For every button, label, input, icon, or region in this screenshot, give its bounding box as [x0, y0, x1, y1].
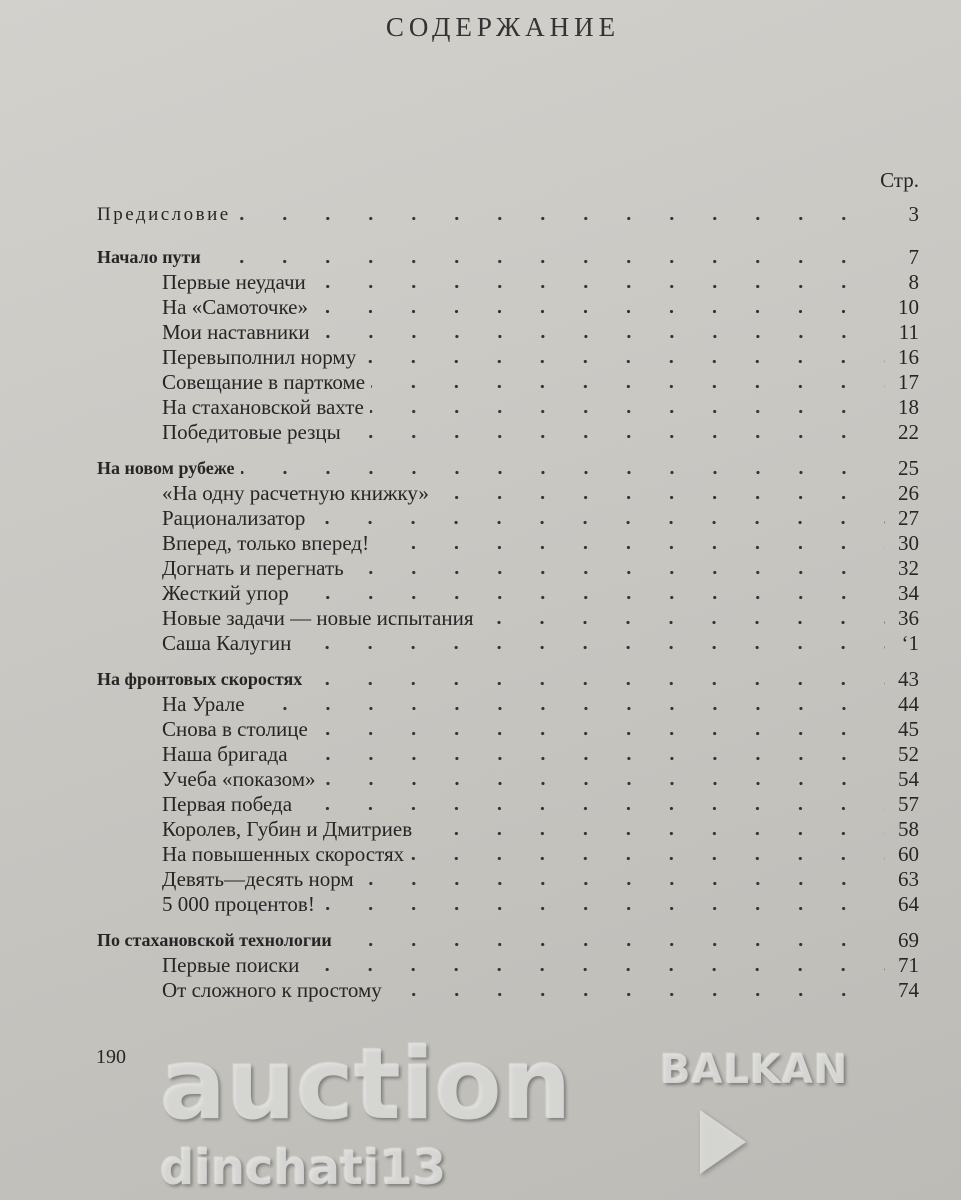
toc-section-heading — [97, 667, 919, 692]
toc-section-heading — [97, 456, 919, 481]
dot-leader — [311, 506, 885, 531]
dot-leader — [388, 978, 885, 1003]
toc-entry — [97, 631, 919, 656]
toc-entry — [97, 717, 919, 742]
toc-entry-label: Снова в столице — [162, 717, 308, 741]
dot-leader — [338, 928, 885, 953]
toc-entry — [97, 395, 919, 420]
dot-leader — [418, 817, 885, 842]
toc-entry-page: 45 — [898, 717, 919, 741]
toc-entry — [97, 953, 919, 978]
watermark-play-icon — [700, 1110, 746, 1174]
toc-entry — [97, 531, 919, 556]
section-gap — [97, 917, 919, 928]
toc-section-heading — [97, 245, 919, 270]
toc-entry-page: 54 — [898, 767, 919, 791]
toc-entry-label: Первая победа — [162, 792, 293, 816]
toc-entry-label: Наша бригада — [162, 742, 288, 766]
toc-entry-page: 44 — [898, 692, 919, 716]
toc-entry-label: Начало пути — [97, 247, 201, 267]
section-gap — [97, 445, 919, 456]
dot-leader — [321, 892, 885, 917]
toc-entry-label: На повышенных скоростях — [162, 842, 405, 866]
toc-entry — [97, 692, 919, 717]
toc-entry-page: 7 — [908, 245, 919, 269]
dot-leader — [360, 867, 885, 892]
toc-entry-page: 58 — [898, 817, 919, 841]
toc-entry-page: 25 — [898, 456, 919, 480]
toc-entry-label: На стахановской вахте — [162, 395, 364, 419]
toc-entry-page: ‘1 — [901, 631, 919, 655]
toc-entry-label: Рационализатор — [162, 506, 306, 530]
toc-entry — [97, 320, 919, 345]
toc-entry-label: На новом рубеже — [97, 458, 235, 478]
toc-entry-page: 3 — [908, 202, 919, 226]
toc-entry — [97, 581, 919, 606]
dot-leader — [298, 792, 885, 817]
toc-entry-label: Мои наставники — [162, 320, 310, 344]
toc-entry — [97, 867, 919, 892]
dot-leader — [370, 395, 885, 420]
toc-entry-page: 8 — [908, 270, 919, 294]
toc-entry-page: 52 — [898, 742, 919, 766]
table-of-contents — [97, 202, 919, 1003]
toc-entry-label: Догнать и перегнать — [162, 556, 344, 580]
toc-entry-page: 26 — [898, 481, 919, 505]
toc-entry-label: Перевыполнил норму — [162, 345, 357, 369]
toc-entry — [97, 370, 919, 395]
dot-leader — [375, 531, 885, 556]
dot-leader — [297, 631, 885, 656]
toc-entry-label: Победитовые резцы — [162, 420, 341, 444]
toc-entry-page: 22 — [898, 420, 919, 444]
dot-leader — [314, 717, 885, 742]
page-number: 190 — [96, 1046, 126, 1068]
page-title: СОДЕРЖАНИЕ — [385, 12, 621, 42]
toc-entry-label: Предисловие — [97, 204, 231, 225]
toc-entry — [97, 270, 919, 295]
toc-entry-page: 10 — [898, 295, 919, 319]
section-gap — [97, 656, 919, 667]
toc-entry — [97, 817, 919, 842]
toc-entry — [97, 556, 919, 581]
toc-entry-label: Первые поиски — [162, 953, 300, 977]
toc-entry — [97, 606, 919, 631]
toc-entry-page: 16 — [898, 345, 919, 369]
toc-entry-label: Учеба «показом» — [162, 767, 316, 791]
toc-entry-label: Королев, Губин и Дмитриев — [162, 817, 413, 841]
dot-leader — [207, 245, 885, 270]
toc-entry-page: 60 — [898, 842, 919, 866]
dot-leader — [312, 270, 885, 295]
toc-entry — [97, 481, 919, 506]
dot-leader — [308, 667, 885, 692]
toc-entry-page: 43 — [898, 667, 919, 691]
toc-entry-label: На «Самоточке» — [162, 295, 308, 319]
dot-leader — [350, 556, 885, 581]
toc-entry — [97, 767, 919, 792]
toc-entry-page: 74 — [898, 978, 919, 1002]
watermark-user: dinchati13 — [160, 1140, 447, 1196]
toc-entry — [97, 978, 919, 1003]
dot-leader — [237, 202, 885, 227]
toc-entry-page: 27 — [898, 506, 919, 530]
dot-leader — [316, 320, 885, 345]
toc-entry-label: На фронтовых скоростях — [97, 669, 303, 689]
toc-entry-label: 5 000 процентов! — [162, 892, 315, 916]
section-gap — [97, 227, 919, 245]
dot-leader — [347, 420, 885, 445]
toc-entry-page: 63 — [898, 867, 919, 891]
toc-entry-page: 11 — [898, 320, 919, 344]
toc-entry-page: 69 — [898, 928, 919, 952]
dot-leader — [251, 692, 885, 717]
toc-section-heading — [97, 928, 919, 953]
dot-leader — [305, 953, 885, 978]
toc-entry — [97, 420, 919, 445]
page-column-label: Стр. — [880, 168, 919, 192]
dot-leader — [314, 295, 885, 320]
toc-entry-page: 64 — [898, 892, 919, 916]
toc-entry-page: 57 — [898, 792, 919, 816]
toc-entry — [97, 295, 919, 320]
toc-entry-label: «На одну расчетную книжку» — [162, 481, 429, 505]
toc-entry-page: 34 — [898, 581, 919, 605]
toc-entry-page: 36 — [898, 606, 919, 630]
dot-leader — [362, 345, 885, 370]
toc-entry-label: Новые задачи — новые испытания — [162, 606, 474, 630]
toc-entry — [97, 506, 919, 531]
toc-entry — [97, 842, 919, 867]
dot-leader — [410, 842, 885, 867]
toc-entry-page: 18 — [898, 395, 919, 419]
toc-entry-label: Жесткий упор — [162, 581, 289, 605]
toc-entry-page: 30 — [898, 531, 919, 555]
dot-leader — [294, 742, 885, 767]
toc-entry-label: Совещание в парткоме — [162, 370, 366, 394]
toc-entry-label: Саша Калугин — [162, 631, 292, 655]
dot-leader — [479, 606, 885, 631]
dot-leader — [322, 767, 885, 792]
toc-entry-label: На Урале — [162, 692, 245, 716]
toc-entry-label: От сложного к простому — [162, 978, 382, 1002]
toc-entry-page: 17 — [898, 370, 919, 394]
toc-entry-label: Вперед, только вперед! — [162, 531, 370, 555]
toc-entry — [97, 792, 919, 817]
dot-leader — [241, 456, 885, 481]
toc-entry-page: 32 — [898, 556, 919, 580]
dot-leader — [435, 481, 885, 506]
toc-entry-label: Девять—десять норм — [162, 867, 354, 891]
toc-entry-preface — [97, 202, 919, 227]
dot-leader — [371, 370, 885, 395]
dot-leader — [295, 581, 885, 606]
watermark-auction: auction — [160, 1028, 572, 1142]
toc-entry-label: По стахановской технологии — [97, 930, 332, 950]
toc-entry — [97, 345, 919, 370]
toc-entry — [97, 892, 919, 917]
toc-entry — [97, 742, 919, 767]
toc-entry-label: Первые неудачи — [162, 270, 306, 294]
watermark-balkan: BALKAN — [660, 1047, 849, 1093]
toc-entry-page: 71 — [898, 953, 919, 977]
